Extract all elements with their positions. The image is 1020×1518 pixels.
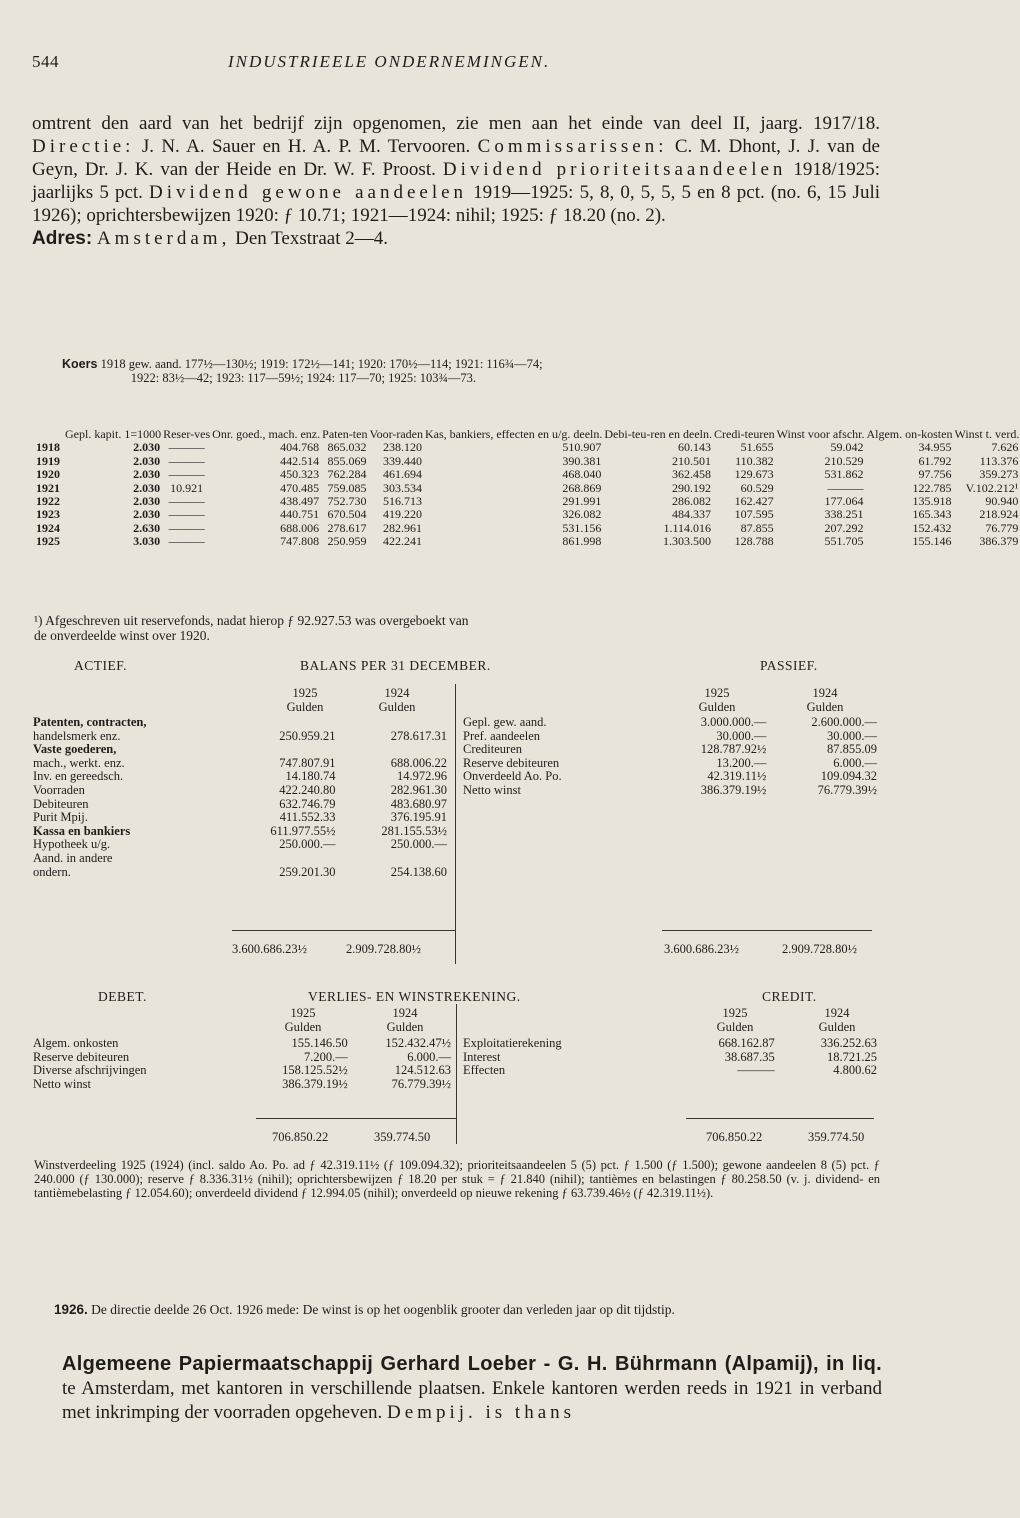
passief-row bbox=[460, 716, 880, 730]
alpamij-spaced: Dempij. is thans bbox=[387, 1402, 576, 1423]
actief-row-cell bbox=[339, 743, 451, 757]
passief-row-cell: 42.319.11½ bbox=[707, 769, 767, 784]
table-cell: ——— bbox=[168, 520, 205, 535]
koers-label: Koers bbox=[62, 357, 98, 371]
table-cell: 10.921 bbox=[170, 480, 204, 495]
row-year: 1925 bbox=[36, 534, 60, 549]
running-title: INDUSTRIEELE ONDERNEMINGEN. bbox=[228, 52, 551, 71]
table-cell: 861.998 bbox=[562, 534, 602, 549]
balans-passief-col2-head: 1924 Gulden bbox=[806, 686, 844, 714]
debet-row bbox=[30, 1037, 454, 1051]
passief-row bbox=[460, 784, 880, 798]
table-cell: 303.534 bbox=[383, 480, 422, 495]
credit-row-cell: ——— bbox=[737, 1063, 775, 1078]
table-cell: 1.114.016 bbox=[663, 520, 711, 535]
table-row bbox=[34, 455, 1020, 468]
actief-row-cell: 250.959.21 bbox=[279, 728, 336, 743]
debet-row-cell: 386.379.19½ bbox=[282, 1076, 348, 1091]
note-1926 bbox=[54, 1302, 880, 1318]
table-cell: 282.961 bbox=[383, 520, 422, 535]
row-year: 1919 bbox=[36, 453, 60, 468]
col-kas: Kas, bankiers, effecten en u/g. deeln. bbox=[425, 427, 603, 441]
passief-row-cell: Pref. aandeelen bbox=[463, 728, 541, 743]
table-cell: 359.273 bbox=[979, 467, 1019, 482]
col-gepl: Gepl. kapit. 1=1000 bbox=[65, 427, 162, 441]
koers-block bbox=[62, 357, 543, 385]
col-crediteuren: Credi-teuren bbox=[714, 427, 775, 441]
row-year: 1918 bbox=[36, 440, 60, 455]
actief-row-cell: 14.972.96 bbox=[397, 769, 447, 784]
credit-row-cell: 668.162.87 bbox=[718, 1036, 775, 1050]
credit-row-cell: 38.687.35 bbox=[724, 1049, 775, 1064]
table-cell: 442.514 bbox=[280, 453, 320, 468]
actief-row-cell: 14.180.74 bbox=[285, 769, 336, 784]
actief-row bbox=[30, 770, 450, 784]
passief-row-cell: 30.000.— bbox=[716, 728, 767, 743]
debet-row-cell: 155.146.50 bbox=[291, 1036, 348, 1050]
table-cell: V.102.212¹ bbox=[965, 480, 1019, 495]
page-header bbox=[32, 52, 551, 72]
debet-row-cell: Reserve debiteuren bbox=[33, 1049, 130, 1064]
verlies-credit-col1-head: 1925 Gulden bbox=[716, 1006, 754, 1034]
table-cell: 484.337 bbox=[672, 507, 711, 522]
balans-actief-col1-head: 1925 Gulden bbox=[286, 686, 324, 714]
debet-row-cell: 7.200.— bbox=[303, 1049, 348, 1064]
table-cell: 122.785 bbox=[912, 480, 952, 495]
table-cell: 135.918 bbox=[912, 494, 952, 509]
table-cell: 76.779 bbox=[985, 520, 1019, 535]
actief-row bbox=[30, 825, 450, 839]
debet-row bbox=[30, 1051, 454, 1065]
table-cell: 210.501 bbox=[672, 453, 711, 468]
financial-history-table bbox=[34, 428, 1020, 549]
actief-label: ACTIEF. bbox=[74, 658, 128, 673]
actief-row-cell: 376.195.91 bbox=[390, 810, 447, 825]
actief-row-cell: Aand. in andere bbox=[33, 850, 113, 865]
actief-row-cell: 422.240.80 bbox=[279, 782, 336, 797]
actief-row-cell: 250.000.— bbox=[279, 837, 336, 852]
passief-row-cell: Netto winst bbox=[463, 782, 521, 797]
table-cell: 110.382 bbox=[735, 453, 774, 468]
actief-row-cell: 254.138.60 bbox=[390, 864, 447, 879]
table-cell: 551.705 bbox=[824, 534, 864, 549]
col-voorraden: Voor-raden bbox=[369, 427, 423, 441]
table-cell: 386.379 bbox=[979, 534, 1019, 549]
table-cell: 290.192 bbox=[672, 480, 711, 495]
table-cell: 2.030 bbox=[133, 467, 161, 482]
verlies-credit-col2-head: 1924 Gulden bbox=[818, 1006, 856, 1034]
actief-row bbox=[30, 838, 450, 852]
actief-row bbox=[30, 866, 450, 880]
actief-row-cell bbox=[231, 716, 339, 730]
balans-passief-col1-head: 1925 Gulden bbox=[698, 686, 736, 714]
passief-row-cell: Onverdeeld Ao. Po. bbox=[463, 769, 562, 784]
row-year: 1923 bbox=[36, 507, 60, 522]
table-cell: 152.432 bbox=[912, 520, 952, 535]
adres-city: Amsterdam, bbox=[96, 228, 231, 249]
passief-row-cell: 6.000.— bbox=[833, 755, 877, 770]
col-patenten: Paten-ten bbox=[322, 427, 368, 441]
table-cell: 422.241 bbox=[383, 534, 422, 549]
table-cell: 404.768 bbox=[280, 440, 320, 455]
alpamij-paragraph bbox=[62, 1352, 882, 1425]
table-cell: 250.959 bbox=[327, 534, 367, 549]
row-year: 1920 bbox=[36, 467, 60, 482]
table-row bbox=[34, 508, 1020, 521]
credit-sum-line bbox=[686, 1118, 874, 1119]
passief-row-cell: Crediteuren bbox=[463, 742, 523, 757]
col-onr: Onr. goed., mach. enz. bbox=[212, 427, 321, 441]
table-cell: 419.220 bbox=[383, 507, 422, 522]
balans-actief-col2-head: 1924 Gulden bbox=[378, 686, 416, 714]
actief-row-cell bbox=[231, 743, 339, 757]
debet-row-cell: Diverse afschrijvingen bbox=[33, 1063, 147, 1078]
actief-row-cell: ondern. bbox=[33, 864, 71, 879]
table-cell: 291.991 bbox=[562, 494, 602, 509]
table-cell: 338.251 bbox=[824, 507, 864, 522]
passief-row-cell: Gepl. gew. aand. bbox=[463, 715, 547, 729]
passief-row-cell: 30.000.— bbox=[827, 728, 877, 743]
passief-row-cell: 3.000.000.— bbox=[700, 715, 767, 729]
table-cell: ——— bbox=[827, 480, 864, 495]
table-cell: 61.792 bbox=[918, 453, 952, 468]
balans-passief-sum-line bbox=[662, 930, 872, 931]
debet-total-1925: 706.850.22 bbox=[272, 1130, 329, 1144]
table-cell: 129.673 bbox=[734, 467, 774, 482]
table-cell: 286.082 bbox=[672, 494, 711, 509]
actief-row-cell: Vaste goederen, bbox=[33, 742, 117, 757]
table-cell: ——— bbox=[168, 467, 205, 482]
actief-row-cell: 411.552.33 bbox=[279, 810, 336, 825]
table-cell: 531.156 bbox=[562, 520, 602, 535]
credit-row-cell: Interest bbox=[463, 1049, 501, 1064]
table-cell: 218.924 bbox=[979, 507, 1019, 522]
table-cell: 7.626 bbox=[991, 440, 1019, 455]
actief-row-cell bbox=[339, 852, 451, 866]
passief-row-cell: 109.094.32 bbox=[820, 769, 877, 784]
table-cell: 155.146 bbox=[912, 534, 952, 549]
table-cell: 461.694 bbox=[383, 467, 422, 482]
passief-total-1925: 3.600.686.23½ bbox=[664, 942, 739, 956]
actief-row-cell: Patenten, contracten, bbox=[33, 715, 147, 729]
verlies-debet-col2-head: 1924 Gulden bbox=[386, 1006, 424, 1034]
debet-row bbox=[30, 1064, 454, 1078]
table-cell: ——— bbox=[168, 494, 205, 509]
col-winst-voor: Winst voor afschr. bbox=[776, 427, 865, 441]
directie-label: Directie: bbox=[32, 136, 135, 157]
page-number: 544 bbox=[32, 52, 59, 71]
table-cell: 438.497 bbox=[280, 494, 320, 509]
alpamij-firm-name: Algemeene Papiermaatschappij Gerhard Loeber - G. H. Bührmann (Alpamij), in liq. bbox=[62, 1353, 882, 1375]
table-cell: 450.323 bbox=[280, 467, 320, 482]
verlies-credit-table bbox=[460, 1037, 880, 1078]
passief-row bbox=[460, 757, 880, 771]
table-cell: 440.751 bbox=[280, 507, 320, 522]
note-1926-text: De directie deelde 26 Oct. 1926 mede: De winst is op het oogenblik grooter dan verleden jaar op dit tijdstip. bbox=[87, 1302, 675, 1317]
passief-row-cell: 13.200.— bbox=[716, 755, 767, 770]
table-row bbox=[34, 441, 1020, 454]
table-cell: 177.064 bbox=[824, 494, 864, 509]
table-cell: 326.082 bbox=[562, 507, 602, 522]
actief-row-cell: 250.000.— bbox=[390, 837, 447, 852]
table-cell: 60.529 bbox=[740, 480, 774, 495]
actief-row-cell: 611.977.55½ bbox=[270, 823, 336, 838]
table-cell: 113.376 bbox=[979, 453, 1019, 468]
table-cell: 759.085 bbox=[327, 480, 367, 495]
actief-row-cell: 282.961.30 bbox=[390, 782, 447, 797]
credit-row bbox=[460, 1037, 880, 1051]
alpamij-text: te Amsterdam, met kantoren in verschillende plaatsen. Enkele kantoren werden reeds in 1921 in verband met inkrimping der voorraden opgeheven. bbox=[62, 1378, 882, 1423]
table-cell: 747.808 bbox=[280, 534, 320, 549]
table-cell: 2.030 bbox=[133, 480, 161, 495]
table-cell: 762.284 bbox=[327, 467, 367, 482]
row-year: 1924 bbox=[36, 520, 60, 535]
table-cell: 107.595 bbox=[734, 507, 774, 522]
passief-row-cell: 87.855.09 bbox=[827, 742, 877, 757]
credit-total-1924: 359.774.50 bbox=[808, 1130, 865, 1144]
actief-row-cell: mach., werkt. enz. bbox=[33, 755, 125, 770]
credit-row-cell: 18.721.25 bbox=[827, 1049, 877, 1064]
table-cell: 210.529 bbox=[824, 453, 864, 468]
passief-row-cell: Reserve debiteuren bbox=[463, 755, 560, 770]
debet-label: DEBET. bbox=[98, 989, 147, 1004]
table-cell: 3.030 bbox=[133, 534, 161, 549]
row-year: 1922 bbox=[36, 494, 60, 509]
actief-row-cell bbox=[339, 716, 451, 730]
table-cell: ——— bbox=[168, 440, 205, 455]
table-cell: 670.504 bbox=[327, 507, 367, 522]
row-year: 1921 bbox=[36, 480, 60, 495]
credit-row bbox=[460, 1051, 880, 1065]
table-footnote: ¹) Afgeschreven uit reservefonds, nadat hierop ƒ 92.927.53 was overgeboekt van de onverdeelde winst over 1920. bbox=[34, 613, 469, 643]
actief-row-cell: 483.680.97 bbox=[390, 796, 447, 811]
debet-row-cell: 152.432.47½ bbox=[385, 1036, 451, 1050]
table-cell: 87.855 bbox=[740, 520, 774, 535]
table-cell: 390.381 bbox=[562, 453, 602, 468]
actief-row-cell: Purit Mpij. bbox=[33, 810, 88, 825]
actief-row bbox=[30, 716, 450, 730]
passief-label: PASSIEF. bbox=[760, 658, 818, 673]
table-cell: 2.030 bbox=[133, 453, 161, 468]
col-debiteuren: Debi-teu-ren en deeln. bbox=[604, 427, 712, 441]
debet-row-cell: Netto winst bbox=[33, 1076, 91, 1091]
actief-row bbox=[30, 798, 450, 812]
actief-row-cell: Debiteuren bbox=[33, 796, 89, 811]
table-cell: 2.030 bbox=[133, 494, 161, 509]
actief-row bbox=[30, 811, 450, 825]
actief-row-cell: handelsmerk enz. bbox=[33, 728, 121, 743]
passief-row bbox=[460, 770, 880, 784]
credit-row bbox=[460, 1064, 880, 1078]
company-intro-paragraph: omtrent den aard van het bedrijf zijn opgenomen, zie men aan het einde van deel II, jaarg. 1917/18. Directie: J. N. A. Sauer en H. A. P. M. Tervooren. Commissarissen: C. M. Dhont, J. J. van de Geyn, Dr. J. K. van der Heide en Dr. W. F. Proost. Dividend prioriteitsaandeelen 1918/1925: jaarlijks 5 pct. Dividend gewone aandeelen 1919—1925: 5, 8, 0, 5, 5, 5 en 8 pct. (no. 6, 15 Juli 1926); oprichtersbewijzen 1920: ƒ 10.71; 1921—1924: nihil; 1925: ƒ 18.20 (no. 2). Adres: Amsterdam, Den Texstraat 2—4. bbox=[32, 113, 880, 249]
table-row bbox=[34, 468, 1020, 481]
passief-row-cell: 386.379.19½ bbox=[700, 782, 767, 797]
debet-row bbox=[30, 1078, 454, 1092]
winstverdeeling-paragraph: Winstverdeeling 1925 (1924) (incl. saldo Ao. Po. ad ƒ 42.319.11½ (ƒ 109.094.32); prioriteitsaandeelen 5 (5) pct. ƒ 1.500 (ƒ 1.500); gewone aandeelen 8 (5) pct. ƒ 240.000 (ƒ 130.000); reserve ƒ 8.336.31½ (nihil); oprichtersbewijzen ƒ 18.20 per stuk = ƒ 21.840 (nihil); tantièmes en belastingen ƒ 80.258.50 (v. j. dividend- en tantièmebelasting ƒ 12.054.60); onverdeeld dividend ƒ 12.994.05 (nihil); onverdeeld op nieuwe rekening ƒ 63.739.46½ (ƒ 42.319.11½). bbox=[34, 1158, 880, 1201]
actief-total-1925: 3.600.686.23½ bbox=[232, 942, 307, 956]
actief-row-cell: 281.155.53½ bbox=[381, 823, 447, 838]
table-cell: 59.042 bbox=[830, 440, 864, 455]
table-cell: ——— bbox=[168, 453, 205, 468]
credit-row-cell: Effecten bbox=[463, 1063, 506, 1078]
commissarissen-label: Commissarissen: bbox=[477, 136, 668, 157]
actief-row-cell: Voorraden bbox=[33, 782, 85, 797]
actief-row-cell: 747.807.91 bbox=[279, 755, 336, 770]
table-cell: 268.869 bbox=[562, 480, 602, 495]
debet-total-1924: 359.774.50 bbox=[374, 1130, 431, 1144]
balans-actief-sum-line bbox=[232, 930, 456, 931]
table-cell: 516.713 bbox=[383, 494, 422, 509]
table-cell: 278.617 bbox=[327, 520, 367, 535]
adres-label: Adres: bbox=[32, 228, 93, 249]
actief-row bbox=[30, 730, 450, 744]
adres-street: Den Texstraat 2—4. bbox=[230, 228, 389, 249]
table-row bbox=[34, 535, 1020, 548]
actief-row bbox=[30, 852, 450, 866]
actief-row-cell: 688.006.22 bbox=[390, 755, 447, 770]
note-1926-year: 1926. bbox=[54, 1302, 88, 1317]
actief-row-cell: 259.201.30 bbox=[279, 864, 336, 879]
passief-row bbox=[460, 730, 880, 744]
table-cell: ——— bbox=[168, 534, 205, 549]
table-cell: 752.730 bbox=[327, 494, 367, 509]
debet-row-cell: 6.000.— bbox=[407, 1049, 451, 1064]
passief-row bbox=[460, 743, 880, 757]
table-cell: 855.069 bbox=[327, 453, 367, 468]
table-row bbox=[34, 495, 1020, 508]
table-cell: 2.030 bbox=[133, 507, 161, 522]
table-cell: 531.862 bbox=[824, 467, 864, 482]
debet-row-cell: 124.512.63 bbox=[394, 1063, 451, 1078]
table-row bbox=[34, 522, 1020, 535]
debet-sum-line bbox=[256, 1118, 456, 1119]
actief-row-cell bbox=[231, 852, 339, 866]
table-cell: 207.292 bbox=[824, 520, 864, 535]
balans-actief-table bbox=[30, 716, 450, 879]
balans-divider bbox=[455, 684, 456, 964]
debet-row-cell: 158.125.52½ bbox=[282, 1063, 348, 1078]
passief-row-cell: 128.787.92½ bbox=[700, 742, 767, 757]
credit-total-1925: 706.850.22 bbox=[706, 1130, 763, 1144]
verlies-debet-col1-head: 1925 Gulden bbox=[284, 1006, 322, 1034]
col-winst: Winst t. verd. bbox=[954, 427, 1020, 441]
table-cell: 339.440 bbox=[383, 453, 422, 468]
passief-total-1924: 2.909.728.80½ bbox=[782, 942, 857, 956]
table-cell: 34.955 bbox=[918, 440, 952, 455]
table-cell: 90.940 bbox=[985, 494, 1019, 509]
table-cell: 865.032 bbox=[327, 440, 367, 455]
actief-row bbox=[30, 757, 450, 771]
actief-row-cell: Hypotheek u/g. bbox=[33, 837, 111, 852]
table-cell: 165.343 bbox=[912, 507, 952, 522]
table-cell: 1.303.500 bbox=[663, 534, 711, 549]
table-cell: 2.030 bbox=[133, 440, 161, 455]
actief-total-1924: 2.909.728.80½ bbox=[346, 942, 421, 956]
actief-row-cell: 632.746.79 bbox=[279, 796, 336, 811]
dividend-gewone-label: Dividend gewone aandeelen bbox=[149, 182, 468, 203]
table-header-row bbox=[34, 428, 1020, 441]
table-cell: 362.458 bbox=[672, 467, 711, 482]
actief-row-cell: Kassa en bankiers bbox=[33, 823, 131, 838]
table-cell: 238.120 bbox=[383, 440, 422, 455]
credit-row-cell: 4.800.62 bbox=[833, 1063, 877, 1078]
verlies-title: VERLIES- EN WINSTREKENING. bbox=[308, 989, 521, 1004]
table-cell: ——— bbox=[168, 507, 205, 522]
debet-row-cell: Algem. onkosten bbox=[33, 1036, 119, 1050]
col-reserves: Reser-ves bbox=[163, 427, 211, 441]
debet-row-cell: 76.779.39½ bbox=[391, 1076, 451, 1091]
table-cell: 162.427 bbox=[734, 494, 774, 509]
table-cell: 60.143 bbox=[678, 440, 711, 455]
table-cell: 97.756 bbox=[918, 467, 952, 482]
koers-line2: 1922: 83½—42; 1923: 117—59½; 1924: 117—70; 1925: 103¾—73. bbox=[130, 371, 477, 385]
verlies-debet-table bbox=[30, 1037, 454, 1091]
credit-row-cell: Exploitatierekening bbox=[463, 1036, 562, 1050]
credit-row-cell: 336.252.63 bbox=[820, 1036, 877, 1050]
table-cell: 2.630 bbox=[133, 520, 161, 535]
table-cell: 128.788 bbox=[734, 534, 774, 549]
koers-line1: 1918 gew. aand. 177½—130½; 1919: 172½—141; 1920: 170½—114; 1921: 116¾—74; bbox=[97, 357, 543, 371]
dividend-prior-label: Dividend prioriteitsaandeelen bbox=[442, 159, 787, 180]
actief-row-cell: Inv. en gereedsch. bbox=[33, 769, 124, 784]
table-cell: 688.006 bbox=[280, 520, 320, 535]
table-cell: 510.907 bbox=[562, 440, 602, 455]
col-algem: Algem. on-kosten bbox=[866, 427, 953, 441]
passief-row-cell: 76.779.39½ bbox=[817, 782, 877, 797]
balans-passief-table bbox=[460, 716, 880, 798]
table-cell: 468.040 bbox=[562, 467, 602, 482]
verlies-divider bbox=[456, 1004, 457, 1144]
credit-label: CREDIT. bbox=[762, 989, 817, 1004]
table-cell: 470.485 bbox=[280, 480, 320, 495]
actief-row-cell: 278.617.31 bbox=[390, 728, 447, 743]
passief-row-cell: 2.600.000.— bbox=[811, 715, 877, 729]
actief-row bbox=[30, 743, 450, 757]
table-cell: 51.655 bbox=[740, 440, 774, 455]
balans-title: BALANS PER 31 DECEMBER. bbox=[300, 658, 491, 673]
actief-row bbox=[30, 784, 450, 798]
table-body bbox=[34, 441, 1020, 548]
table-row bbox=[34, 482, 1020, 495]
